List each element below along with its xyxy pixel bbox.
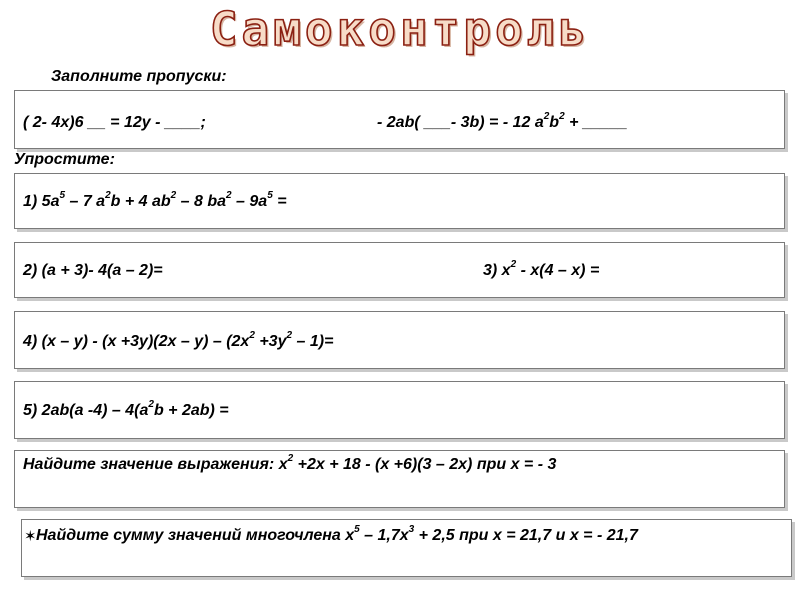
task-2-expression: 2) (a + 3)- 4(a – 2)=	[23, 262, 163, 279]
task-sum-box	[21, 519, 792, 577]
task-3-expression: 3) $x^2 - x(4 - x)$ =	[483, 258, 600, 279]
task-sum-expression: Найдите сумму значений многочлена $x^5 - 1,7x^3 + 2,5$ при x = 21,7 и x = - 21,7	[36, 523, 638, 544]
fill-in-expression-left: ( 2- 4x)6 __ = 12y - ____;	[23, 114, 206, 131]
page-title: Самоконтроль	[209, 2, 591, 56]
simplify-label: Упростите:	[14, 151, 115, 168]
task-2-3-box	[14, 242, 785, 298]
task-value-box	[14, 450, 785, 508]
fill-in-expression-right: - 2ab( ___- 3b) = - 12 $a^2b^2$ + _____	[377, 110, 628, 131]
star-icon: ✶	[24, 527, 37, 545]
task-5-box	[14, 381, 785, 439]
task-value-expression: Найдите значение выражения: $x^2 +2x + 18 - (x +6)(3 - 2x)$ при x = - 3	[23, 452, 557, 473]
fill-in-box	[14, 90, 785, 149]
task-5-expression: 5) 2ab(a $-4) - 4(a^2b + 2ab)$ =	[23, 398, 229, 419]
task-1-expression: 1) $5a^5 - 7$ $a^2b + 4$ $ab^2 - 8$ $ba^2 - 9a^5$ =	[23, 189, 287, 210]
task-4-box	[14, 311, 785, 369]
fill-in-label: Заполните пропуски:	[51, 68, 227, 85]
task-4-expression: 4) $(x - y) - (x +3y)(2x - y) - (2x^2 +3y^2 - 1)=$	[23, 329, 334, 350]
task-1-box	[14, 173, 785, 229]
